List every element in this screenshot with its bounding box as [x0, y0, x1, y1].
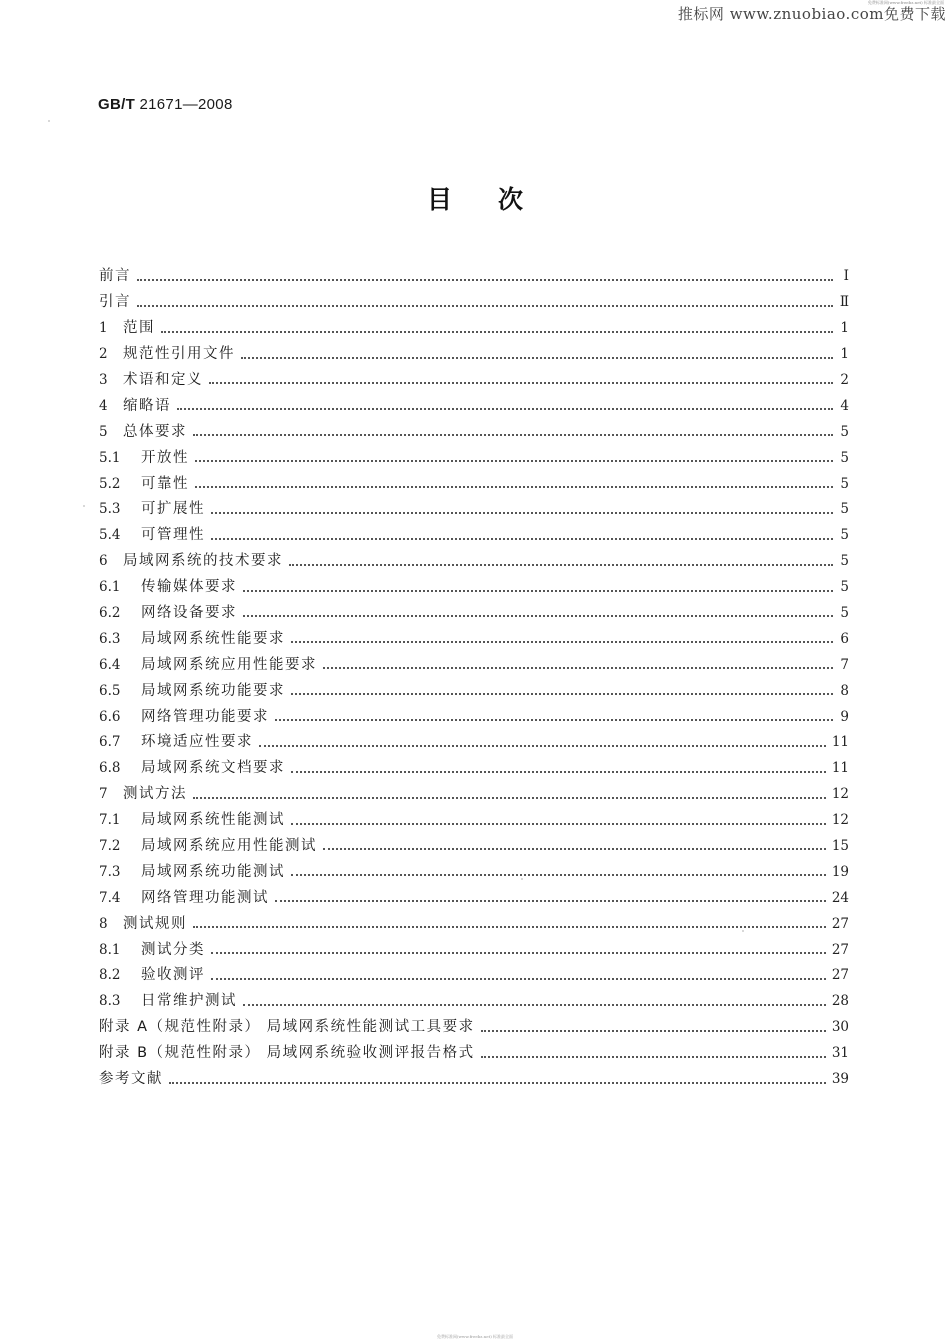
toc-entry-number: 1 [99, 320, 108, 337]
toc-entry[interactable] [99, 931, 849, 957]
toc-entry-label: 附录 B（规范性附录） 局域网系统验收测评报告格式 [99, 1045, 475, 1062]
toc-dot-leader [137, 295, 833, 307]
toc-dot-leader [137, 269, 833, 281]
toc-entry-label: 测试规则 [123, 915, 187, 932]
toc-entry-label: 规范性引用文件 [123, 346, 235, 363]
toc-dot-leader [323, 657, 833, 669]
toc-entry[interactable] [99, 672, 849, 698]
toc-entry-label: 局域网系统性能要求 [141, 630, 285, 647]
toc-entry-number: 7.1 [99, 812, 121, 829]
toc-entry-page: 27 [831, 941, 849, 958]
standard-code [98, 96, 233, 113]
toc-entry-page: 19 [831, 863, 849, 880]
toc-entry-page: 28 [831, 993, 849, 1010]
toc-entry[interactable] [99, 879, 849, 905]
toc-entry[interactable] [99, 595, 849, 621]
toc-dot-leader [243, 580, 833, 592]
toc-dot-leader [481, 1046, 826, 1058]
toc-dot-leader [291, 864, 826, 876]
scan-speck [742, 930, 744, 932]
toc-entry-page: 7 [840, 656, 849, 673]
toc-entry-label: 验收测评 [141, 967, 205, 984]
toc-dot-leader [275, 890, 826, 902]
toc-entry-label: 局域网系统功能测试 [141, 863, 285, 880]
toc-entry-label: 日常维护测试 [141, 993, 237, 1010]
toc-dot-leader [241, 347, 833, 359]
toc-entry-number: 3 [99, 371, 108, 388]
toc-dot-leader [209, 372, 833, 384]
toc-entry-page: 8 [840, 682, 849, 699]
scan-speck [48, 120, 50, 122]
toc-entry-page: 11 [831, 760, 849, 777]
toc-entry[interactable] [99, 491, 849, 517]
toc-dot-leader [211, 942, 826, 954]
toc-entry-label: 缩略语 [123, 397, 171, 414]
toc-entry[interactable] [99, 310, 849, 336]
toc-entry-page: 12 [831, 786, 849, 803]
toc-entry-page: 30 [831, 1019, 849, 1036]
toc-entry[interactable] [99, 957, 849, 983]
toc-entry-number: 6.5 [99, 682, 121, 699]
toc-dot-leader [211, 502, 833, 514]
toc-entry-page: 5 [840, 449, 849, 466]
toc-dot-leader [243, 994, 826, 1006]
toc-entry-number: 7.2 [99, 837, 121, 854]
toc-entry[interactable] [99, 413, 849, 439]
toc-dot-leader [243, 605, 833, 617]
toc-entry[interactable] [99, 1035, 849, 1061]
toc-entry-number: 8 [99, 915, 108, 932]
toc-entry-number: 7.4 [99, 889, 121, 906]
toc-entry-label: 局域网系统应用性能要求 [141, 656, 317, 673]
toc-entry[interactable] [99, 439, 849, 465]
toc-entry-number: 8.3 [99, 993, 121, 1010]
toc-dot-leader [161, 321, 833, 333]
toc-entry-number: 8.2 [99, 967, 121, 984]
site-watermark: 推标网 www.znuobiao.com免费下载 [677, 5, 946, 23]
toc-entry-page: 9 [840, 708, 849, 725]
toc-entry-label: 总体要求 [123, 423, 187, 440]
toc-entry-number: 6.2 [99, 604, 121, 621]
toc-dot-leader [169, 1072, 826, 1084]
scan-speck [83, 505, 85, 507]
toc-entry-page: 5 [840, 553, 849, 570]
toc-entry-page: 39 [831, 1071, 849, 1087]
standard-code-prefix: GB/T [98, 96, 136, 113]
toc-entry-number: 5 [99, 423, 108, 440]
toc-dot-leader [275, 709, 833, 721]
table-of-contents [99, 258, 849, 1087]
toc-entry-page: 2 [840, 371, 849, 388]
toc-entry-label: 术语和定义 [123, 371, 203, 388]
toc-entry-page: Ⅱ [839, 294, 849, 311]
toc-dot-leader [481, 1020, 826, 1032]
toc-entry-page: 27 [831, 967, 849, 984]
toc-entry-number: 5.3 [99, 501, 121, 518]
toc-entry-number: 6.3 [99, 630, 121, 647]
toc-entry-page: 5 [840, 475, 849, 492]
toc-entry-label: 开放性 [141, 449, 189, 466]
toc-entry-number: 5.1 [99, 449, 121, 466]
toc-entry-number: 5.4 [99, 527, 121, 544]
toc-entry-page: 5 [840, 501, 849, 518]
toc-entry-page: 11 [831, 734, 849, 751]
toc-entry[interactable] [99, 853, 849, 879]
toc-entry-page: 5 [840, 423, 849, 440]
toc-dot-leader [195, 476, 833, 488]
toc-dot-leader [323, 838, 826, 850]
toc-entry[interactable] [99, 724, 849, 750]
toc-entry-page: 5 [840, 579, 849, 596]
toc-dot-leader [177, 398, 833, 410]
toc-entry-page: Ⅰ [843, 268, 849, 285]
toc-entry-label: 网络管理功能要求 [141, 708, 269, 725]
toc-entry[interactable] [99, 1061, 849, 1087]
toc-entry-label: 可管理性 [141, 527, 205, 544]
toc-entry[interactable] [99, 750, 849, 776]
toc-entry[interactable] [99, 1009, 849, 1035]
toc-entry-label: 测试分类 [141, 941, 205, 958]
toc-entry-number: 6.7 [99, 734, 121, 751]
toc-dot-leader [193, 424, 833, 436]
toc-entry[interactable] [99, 569, 849, 595]
toc-dot-leader [211, 528, 833, 540]
toc-entry[interactable] [99, 284, 849, 310]
toc-entry[interactable] [99, 802, 849, 828]
toc-entry[interactable] [99, 543, 849, 569]
toc-entry[interactable] [99, 983, 849, 1009]
toc-entry-label: 范围 [123, 320, 155, 337]
toc-entry-page: 5 [840, 604, 849, 621]
toc-entry-number: 6 [99, 553, 108, 570]
toc-entry-page: 1 [840, 346, 849, 363]
toc-dot-leader [193, 787, 826, 799]
toc-entry-page: 15 [831, 837, 849, 854]
footer-watermark: 免费标准网(www.freebz.net) 标准最全面 [436, 1334, 514, 1339]
toc-entry-label: 局域网系统功能要求 [141, 682, 285, 699]
toc-entry-page: 4 [840, 397, 849, 414]
toc-dot-leader [291, 631, 833, 643]
toc-entry-page: 27 [831, 915, 849, 932]
toc-entry-label: 局域网系统性能测试 [141, 812, 285, 829]
toc-entry-page: 5 [840, 527, 849, 544]
toc-entry-number: 2 [99, 346, 108, 363]
toc-entry-number: 7 [99, 786, 108, 803]
toc-entry-label: 局域网系统文档要求 [141, 760, 285, 777]
toc-dot-leader [211, 968, 826, 980]
standard-code-number: 21671—2008 [139, 96, 233, 113]
toc-entry[interactable] [99, 698, 849, 724]
scan-speck [521, 878, 523, 880]
toc-dot-leader [193, 916, 826, 928]
toc-entry[interactable] [99, 387, 849, 413]
toc-dot-leader [291, 683, 833, 695]
toc-entry-number: 7.3 [99, 863, 121, 880]
toc-entry-number: 6.6 [99, 708, 121, 725]
toc-entry-label: 局域网系统的技术要求 [123, 553, 283, 570]
toc-entry-label: 环境适应性要求 [141, 734, 253, 751]
toc-dot-leader [289, 554, 833, 566]
toc-entry-page: 12 [831, 812, 849, 829]
toc-entry-label: 网络设备要求 [141, 604, 237, 621]
toc-entry-page: 31 [831, 1045, 849, 1062]
toc-entry[interactable] [99, 465, 849, 491]
toc-entry-number: 4 [99, 397, 108, 414]
toc-entry-label: 传输媒体要求 [141, 579, 237, 596]
toc-entry-number: 5.2 [99, 475, 121, 492]
toc-entry-label: 前言 [99, 268, 131, 285]
toc-entry-number: 6.4 [99, 656, 121, 673]
toc-entry-label: 网络管理功能测试 [141, 889, 269, 906]
toc-entry-label: 可扩展性 [141, 501, 205, 518]
toc-entry[interactable] [99, 336, 849, 362]
toc-entry[interactable] [99, 905, 849, 931]
toc-entry-label: 附录 A（规范性附录） 局域网系统性能测试工具要求 [99, 1019, 475, 1036]
toc-entry-label: 局域网系统应用性能测试 [141, 837, 317, 854]
toc-entry-page: 6 [840, 630, 849, 647]
toc-entry[interactable] [99, 362, 849, 388]
toc-entry[interactable] [99, 776, 849, 802]
toc-entry[interactable] [99, 258, 849, 284]
toc-entry-page: 1 [840, 320, 849, 337]
toc-entry[interactable] [99, 646, 849, 672]
watermark-small-text: 免费标准网(www.freebz.net) 标准最全面 [867, 0, 944, 5]
toc-entry-page: 24 [831, 889, 849, 906]
toc-dot-leader [195, 450, 833, 462]
toc-entry-number: 6.1 [99, 579, 121, 596]
toc-entry[interactable] [99, 828, 849, 854]
toc-entry-number: 6.8 [99, 760, 121, 777]
toc-entry[interactable] [99, 517, 849, 543]
toc-dot-leader [291, 761, 826, 773]
toc-entry-label: 参考文献 [99, 1071, 163, 1087]
toc-entry[interactable] [99, 620, 849, 646]
toc-entry-label: 可靠性 [141, 475, 189, 492]
toc-dot-leader [291, 813, 826, 825]
toc-entry-number: 8.1 [99, 941, 121, 958]
toc-dot-leader [259, 735, 826, 747]
toc-entry-label: 测试方法 [123, 786, 187, 803]
page-title: 目次 [426, 185, 569, 214]
toc-entry-label: 引言 [99, 294, 131, 311]
